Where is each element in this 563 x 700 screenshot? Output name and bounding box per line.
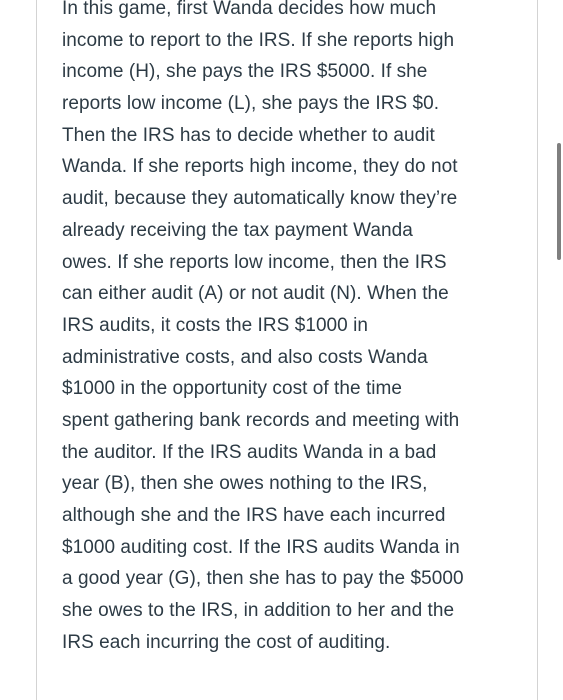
text-line: reports low income (L), she pays the IRS $0. [62, 93, 440, 115]
text-line: already receiving the tax payment Wanda [62, 219, 413, 241]
text-line: income (H), she pays the IRS $5000. If she [62, 61, 428, 83]
text-line: owes. If she reports low income, then the IRS [62, 251, 447, 273]
text-line: the auditor. If the IRS audits Wanda in a bad [62, 441, 437, 463]
right-border [537, 0, 538, 700]
text-line: $1000 in the opportunity cost of the time [62, 378, 403, 400]
question-text [62, 0, 512, 658]
text-line: $1000 auditing cost. If the IRS audits Wanda in [62, 536, 460, 558]
scrollbar-thumb[interactable] [557, 143, 561, 260]
text-line: year (B), then she owes nothing to the IRS, [62, 473, 428, 495]
text-line: In this game, first Wanda decides how much [62, 0, 437, 19]
text-line: audit, because they automatically know they’re [62, 188, 458, 210]
text-line: can either audit (A) or not audit (N). When the [62, 283, 449, 305]
text-line: IRS audits, it costs the IRS $1000 in [62, 314, 369, 336]
text-line: spent gathering bank records and meeting with [62, 409, 460, 431]
text-line: Wanda. If she reports high income, they do not [62, 156, 458, 178]
text-line: Then the IRS has to decide whether to audit [62, 124, 435, 146]
left-border [36, 0, 37, 700]
text-line: although she and the IRS have each incurred [62, 505, 446, 526]
text-line: administrative costs, and also costs Wanda [62, 346, 428, 368]
text-line: income to report to the IRS. If she reports high [62, 29, 455, 51]
text-line: a good year (G), then she has to pay the $5000 [62, 568, 464, 590]
text-line: she owes to the IRS, in addition to her and the [62, 600, 455, 622]
text-line: IRS each incurring the cost of auditing. [62, 631, 391, 653]
